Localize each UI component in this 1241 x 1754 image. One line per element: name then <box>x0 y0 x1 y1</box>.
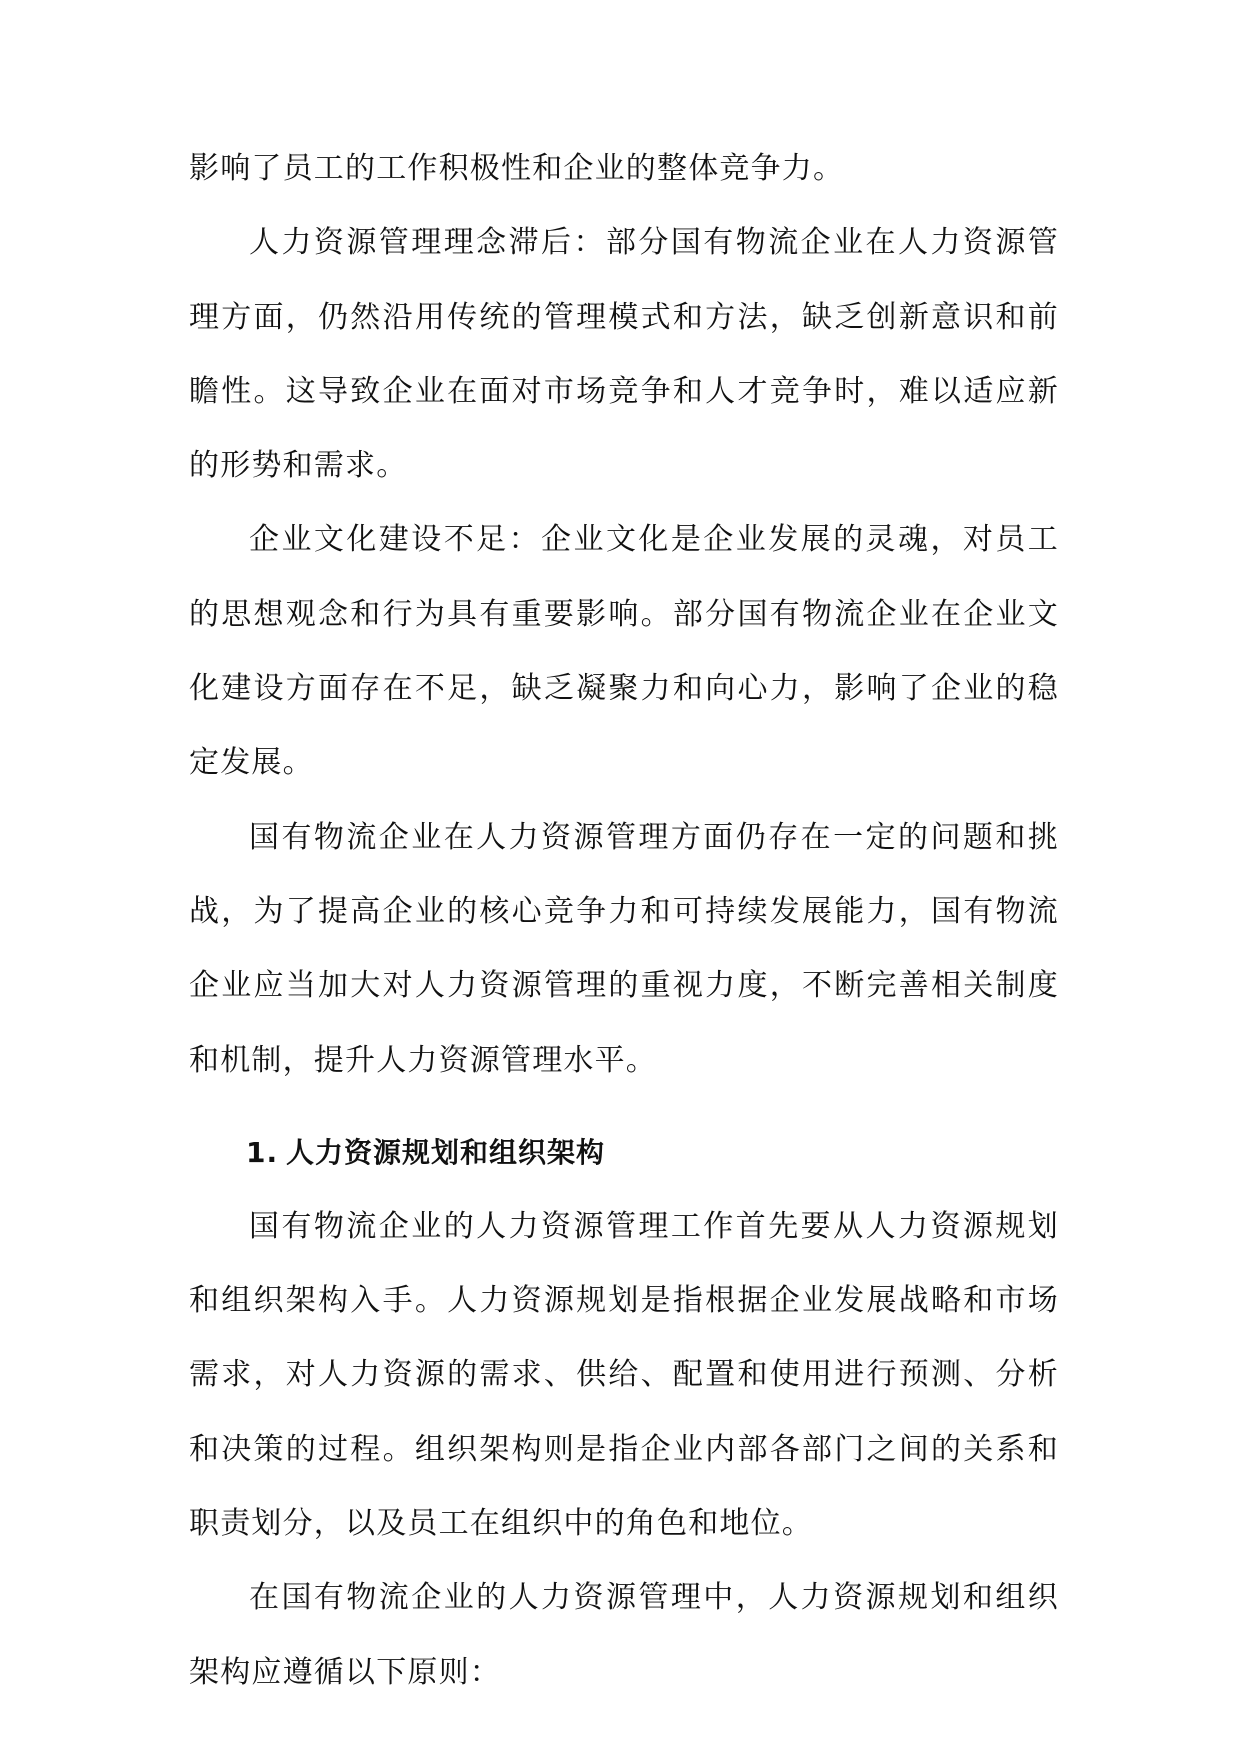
section-heading <box>189 1116 1059 1190</box>
paragraph-3: 企业文化建设不足：企业文化是企业发展的灵魂，对员工的思想观念和行为具有重要影响。部分国有物流企业在企业文化建设方面存在不足，缺乏凝聚力和向心力，影响了企业的稳定发展。 <box>189 522 1059 781</box>
section-number: 1. <box>246 1135 279 1169</box>
paragraph-1: 影响了员工的工作积极性和企业的整体竞争力。 <box>189 151 845 186</box>
document-body <box>189 132 1059 1710</box>
paragraph-6: 在国有物流企业的人力资源管理中，人力资源规划和组织架构应遵循以下原则： <box>189 1580 1059 1690</box>
section-title: 人力资源规划和组织架构 <box>286 1135 606 1169</box>
paragraph-4: 国有物流企业在人力资源管理方面仍存在一定的问题和挑战，为了提高企业的核心竞争力和可持续发展能力，国有物流企业应当加大对人力资源管理的重视力度，不断完善相关制度和机制，提升人力资源管理水平。 <box>189 819 1059 1078</box>
paragraph-5: 国有物流企业的人力资源管理工作首先要从人力资源规划和组织架构入手。人力资源规划是指根据企业发展战略和市场需求，对人力资源的需求、供给、配置和使用进行预测、分析和决策的过程。组织架构则是指企业内部各部门之间的关系和职责划分，以及员工在组织中的角色和地位。 <box>189 1208 1059 1542</box>
paragraph-2: 人力资源管理理念滞后：部分国有物流企业在人力资源管理方面，仍然沿用传统的管理模式和方法，缺乏创新意识和前瞻性。这导致企业在面对市场竞争和人才竞争时，难以适应新的形势和需求。 <box>189 225 1059 484</box>
